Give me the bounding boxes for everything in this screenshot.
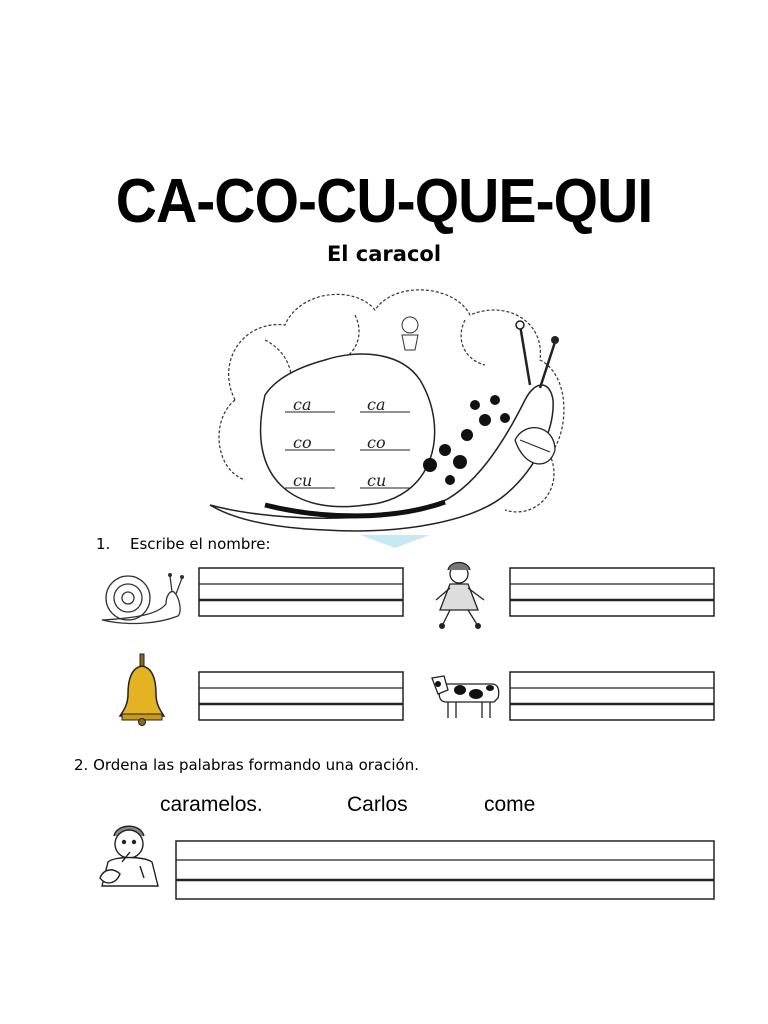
page-subtitle: El caracol	[326, 242, 442, 266]
exercise-1-text: Escribe el nombre:	[130, 535, 271, 553]
exercise-1-instruction	[96, 534, 271, 554]
svg-text:co: co	[293, 433, 312, 452]
writing-lines-doll[interactable]	[509, 567, 715, 617]
boy-eating-picture-icon	[96, 822, 172, 892]
arrow-icon	[360, 535, 430, 548]
exercise-1-number: 1.	[96, 535, 111, 553]
page-title: CA-CO-CU-QUE-QUI	[115, 167, 653, 236]
word-option-1: caramelos.	[160, 793, 263, 816]
svg-text:co: co	[367, 433, 386, 452]
word-option-3: come	[484, 793, 536, 816]
svg-text:cu: cu	[367, 471, 387, 490]
bell-picture-icon	[118, 652, 166, 726]
snail-picture-icon	[98, 568, 188, 626]
svg-text:ca: ca	[367, 395, 386, 414]
writing-lines-bell[interactable]	[198, 671, 404, 721]
exercise-2-instruction: 2. Ordena las palabras formando una oración.	[74, 756, 419, 774]
cow-picture-icon	[430, 672, 502, 720]
svg-text:cu: cu	[293, 471, 313, 490]
sentence-writing-lines[interactable]	[175, 840, 715, 900]
doll-picture-icon	[428, 560, 490, 630]
word-option-2: Carlos	[347, 793, 408, 816]
small-figure-icon	[402, 317, 418, 350]
svg-text:ca: ca	[293, 395, 312, 414]
writing-lines-snail[interactable]	[198, 567, 404, 617]
snail-scene-illustration	[205, 280, 585, 550]
writing-lines-cow[interactable]	[509, 671, 715, 721]
